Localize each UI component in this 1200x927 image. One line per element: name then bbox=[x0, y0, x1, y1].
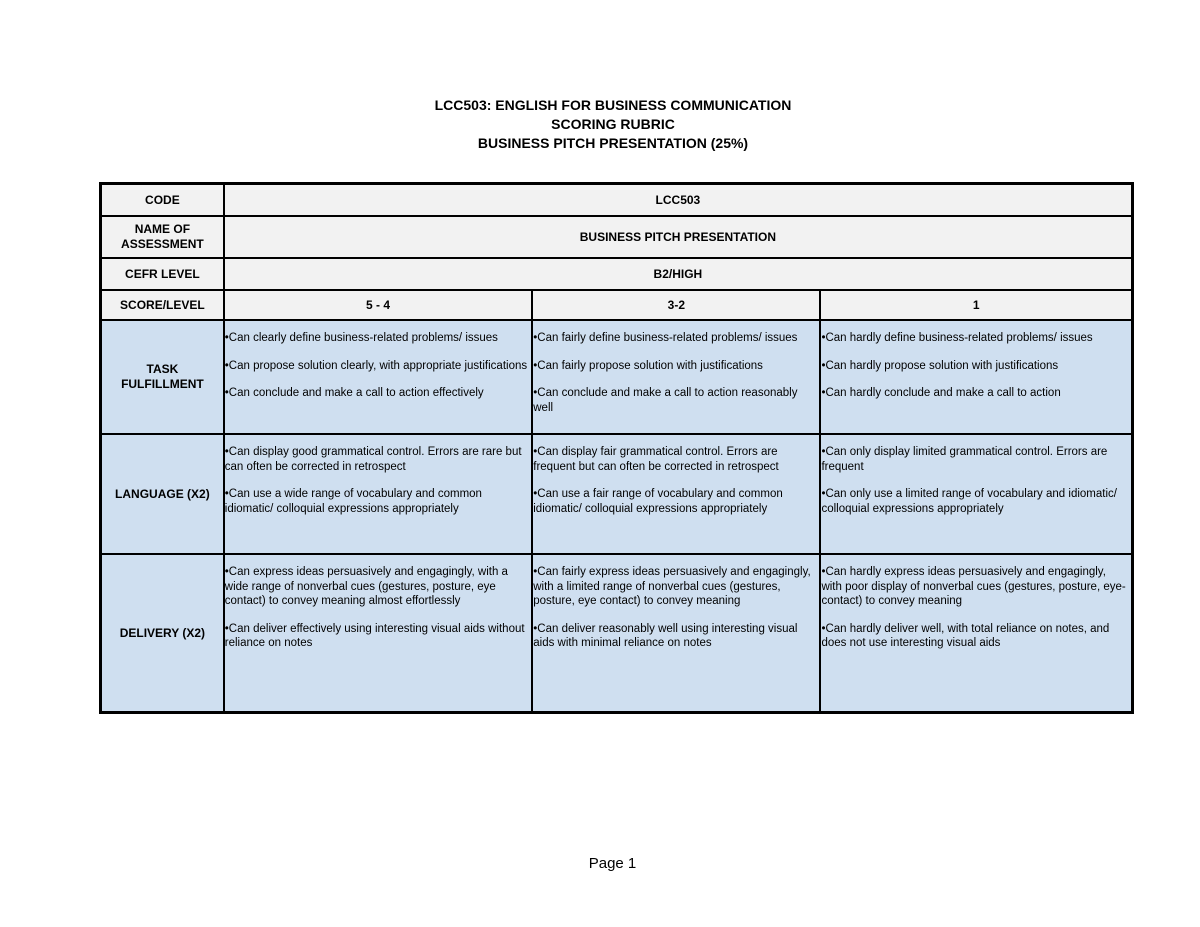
cefr-row bbox=[101, 258, 1133, 290]
score-level-row bbox=[101, 290, 1133, 320]
descriptor-item: •Can hardly propose solution with justifications bbox=[821, 359, 1059, 372]
descriptor-cell bbox=[224, 554, 532, 713]
descriptor-item: •Can propose solution clearly, with appropriate justifications bbox=[224, 359, 528, 372]
descriptor-cell bbox=[532, 320, 820, 434]
descriptor-item: •Can only display limited grammatical control. Errors are frequent bbox=[821, 446, 1108, 473]
criterion-label: DELIVERY (X2) bbox=[101, 554, 224, 713]
descriptor-cell bbox=[820, 320, 1132, 434]
assessment-name-label: NAME OF ASSESSMENT bbox=[101, 216, 224, 258]
descriptor-item: •Can display fair grammatical control. Errors are frequent but can often be corrected in retrospect bbox=[533, 446, 779, 473]
cefr-label: CEFR LEVEL bbox=[101, 258, 224, 290]
criterion-label: LANGUAGE (X2) bbox=[101, 434, 224, 554]
descriptor-item: •Can fairly express ideas persuasively and engagingly, with a limited range of nonverbal cues (gestures, posture, eye contact) to convey meaning bbox=[533, 566, 811, 607]
course-title: LCC503: ENGLISH FOR BUSINESS COMMUNICATION bbox=[434, 97, 792, 113]
assessment-name-value: BUSINESS PITCH PRESENTATION bbox=[224, 216, 1133, 258]
descriptor-item: •Can express ideas persuasively and engagingly, with a wide range of nonverbal cues (gestures, posture, eye contact) to convey meaning almost effortlessly bbox=[224, 566, 508, 607]
descriptor-item: •Can use a fair range of vocabulary and common idiomatic/ colloquial expressions appropriately bbox=[533, 488, 783, 515]
criterion-label: TASK FULFILLMENT bbox=[101, 320, 224, 434]
descriptor-item: •Can deliver effectively using interesting visual aids without reliance on notes bbox=[224, 622, 525, 649]
code-label: CODE bbox=[101, 184, 224, 217]
descriptor-item: •Can fairly propose solution with justifications bbox=[533, 359, 763, 372]
descriptor-cell bbox=[224, 320, 532, 434]
descriptor-item: •Can conclude and make a call to action effectively bbox=[224, 387, 484, 399]
descriptor-cell bbox=[820, 554, 1132, 713]
code-row bbox=[101, 184, 1133, 217]
descriptor-item: •Can use a wide range of vocabulary and common idiomatic/ colloquial expressions appropriately bbox=[224, 488, 482, 515]
page-number: Page 1 bbox=[588, 855, 637, 872]
descriptor-item: •Can hardly express ideas persuasively and engagingly, with poor display of nonverbal cues (gestures, posture, eye-contact) to convey meaning bbox=[821, 566, 1126, 607]
code-value: LCC503 bbox=[224, 184, 1133, 217]
assessment-title: BUSINESS PITCH PRESENTATION (25%) bbox=[477, 135, 749, 151]
descriptor-item: •Can only use a limited range of vocabulary and idiomatic/ colloquial expressions appropriately bbox=[821, 488, 1117, 515]
criterion-row-delivery bbox=[101, 554, 1133, 713]
cefr-value: B2/HIGH bbox=[224, 258, 1133, 290]
descriptor-cell bbox=[532, 434, 820, 554]
score-level-label: SCORE/LEVEL bbox=[101, 290, 224, 320]
descriptor-cell bbox=[820, 434, 1132, 554]
rubric-title: SCORING RUBRIC bbox=[551, 116, 675, 132]
descriptor-item: •Can deliver reasonably well using interesting visual aids with minimal reliance on notes bbox=[533, 622, 798, 649]
descriptor-item: •Can conclude and make a call to action reasonably well bbox=[533, 387, 798, 414]
rubric-table bbox=[99, 182, 1134, 714]
assessment-name-row bbox=[101, 216, 1133, 258]
descriptor-item: •Can hardly conclude and make a call to action bbox=[821, 387, 1061, 399]
level-mid-header: 3-2 bbox=[532, 290, 820, 320]
descriptor-item: •Can clearly define business-related problems/ issues bbox=[224, 332, 498, 344]
descriptor-cell bbox=[224, 434, 532, 554]
descriptor-item: •Can display good grammatical control. Errors are rare but can often be corrected in retrospect bbox=[224, 446, 522, 473]
level-high-header: 5 - 4 bbox=[224, 290, 532, 320]
criterion-row-task-fulfillment bbox=[101, 320, 1133, 434]
descriptor-item: •Can fairly define business-related problems/ issues bbox=[533, 332, 798, 344]
descriptor-item: •Can hardly deliver well, with total reliance on notes, and does not use interesting visual aids bbox=[821, 622, 1110, 649]
document-title bbox=[0, 96, 1200, 153]
descriptor-item: •Can hardly define business-related problems/ issues bbox=[821, 332, 1093, 344]
descriptor-cell bbox=[532, 554, 820, 713]
level-low-header: 1 bbox=[820, 290, 1132, 320]
criterion-row-language bbox=[101, 434, 1133, 554]
